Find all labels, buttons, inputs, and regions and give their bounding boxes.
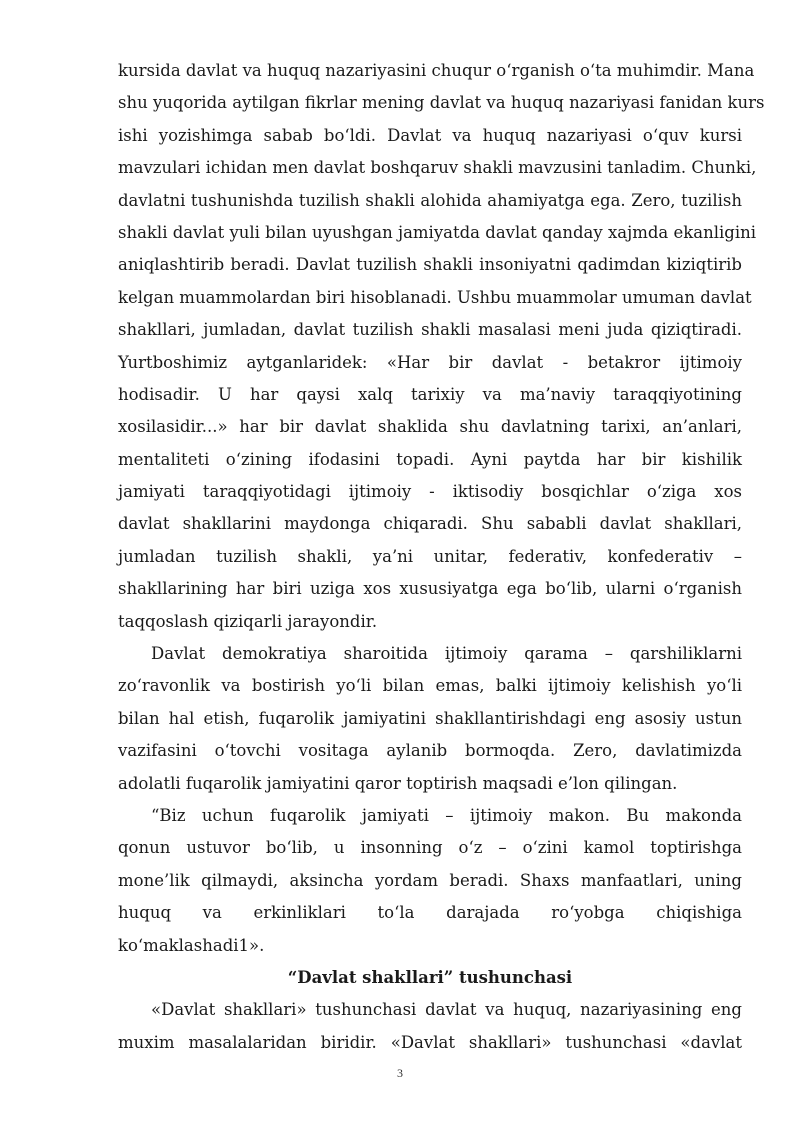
paragraph-start-line: “Biz uchun fuqarolik jamiyati – ijtimoiy makon. Bu makonda xyxy=(151,805,742,825)
paragraph-start-line: «Davlat shakllari» tushunchasi davlat va huquq, nazariyasining eng xyxy=(151,1000,742,1020)
text-line: taqqoslash qiziqarli jarayondir. xyxy=(118,611,378,631)
text-line: shakllarining har biri uziga xos xususiyatga ega bo‘lib, ularni o‘rganish xyxy=(118,579,742,599)
text-line: vazifasini o‘tovchi vositaga aylanib bormoqda. Zero, davlatimizda xyxy=(118,741,742,761)
text-line: shakllari, jumladan, davlat tuzilish shakli masalasi meni juda qiziqtiradi. xyxy=(118,320,742,340)
text-line: mentaliteti o‘zining ifodasini topadi. Ayni paytda har bir kishilik xyxy=(118,449,742,469)
document-page xyxy=(118,55,765,1059)
text-line: qonun ustuvor bo‘lib, u insonning o‘z – o‘zini kamol toptirishga xyxy=(118,838,742,858)
text-line: mone’lik qilmaydi, aksincha yordam beradi. Shaxs manfaatlari, uning xyxy=(118,870,742,890)
paragraph-start-line: Davlat demokratiya sharoitida ijtimoiy qarama – qarshiliklarni xyxy=(151,644,742,664)
text-line: ko‘maklashadi1». xyxy=(118,935,265,955)
text-line: mavzulari ichidan men davlat boshqaruv shakli mavzusini tanladim. Chunki, xyxy=(118,158,757,178)
text-line: jumladan tuzilish shakli, ya’ni unitar, federativ, konfederativ – xyxy=(118,546,742,566)
text-line: huquq va erkinliklari to‘la darajada ro‘yobga chiqishiga xyxy=(118,903,742,923)
text-line: davlatni tushunishda tuzilish shakli alohida ahamiyatga ega. Zero, tuzilish xyxy=(118,190,742,210)
text-line: bilan hal etish, fuqarolik jamiyatini shakllantirishdagi eng asosiy ustun xyxy=(118,708,742,728)
text-line: ishi yozishimga sabab bo‘ldi. Davlat va huquq nazariyasi o‘quv kursi xyxy=(118,125,742,145)
text-line: jamiyati taraqqiyotidagi ijtimoiy - iktisodiy bosqichlar o‘ziga xos xyxy=(118,482,742,502)
text-line: aniqlashtirib beradi. Davlat tuzilish shakli insoniyatni qadimdan kiziqtirib xyxy=(118,255,742,275)
text-line: hodisadir. U har qaysi xalq tarixiy va ma’naviy taraqqiyotining xyxy=(118,384,742,404)
text-line: kelgan muammolardan biri hisoblanadi. Ushbu muammolar umuman davlat xyxy=(118,287,752,307)
section-heading: “Davlat shakllari” tushunchasi xyxy=(287,967,573,987)
text-line: zo‘ravonlik va bostirish yo‘li bilan emas, balki ijtimoiy kelishish yo‘li xyxy=(118,676,742,696)
page-number: 3 xyxy=(397,1066,403,1080)
text-line: Yurtboshimiz aytganlaridek: «Har bir davlat - betakror ijtimoiy xyxy=(118,352,742,372)
text-line: kursida davlat va huquq nazariyasini chuqur o‘rganish o‘ta muhimdir. Mana xyxy=(118,61,755,80)
text-line: muxim masalalaridan biridir. «Davlat shakllari» tushunchasi «davlat xyxy=(118,1032,742,1052)
text-line: adolatli fuqarolik jamiyatini qaror toptirish maqsadi e’lon qilingan. xyxy=(118,773,678,793)
text-line: xosilasidir...» har bir davlat shaklida shu davlatning tarixi, an’anlari, xyxy=(118,417,742,437)
text-line: davlat shakllarini maydonga chiqaradi. Shu sababli davlat shakllari, xyxy=(118,514,742,534)
text-line: shu yuqorida aytilgan fikrlar mening davlat va huquq nazariyasi fanidan kurs xyxy=(118,93,765,113)
text-line: shakli davlat yuli bilan uyushgan jamiyatda davlat qanday xajmda ekanligini xyxy=(118,222,757,242)
